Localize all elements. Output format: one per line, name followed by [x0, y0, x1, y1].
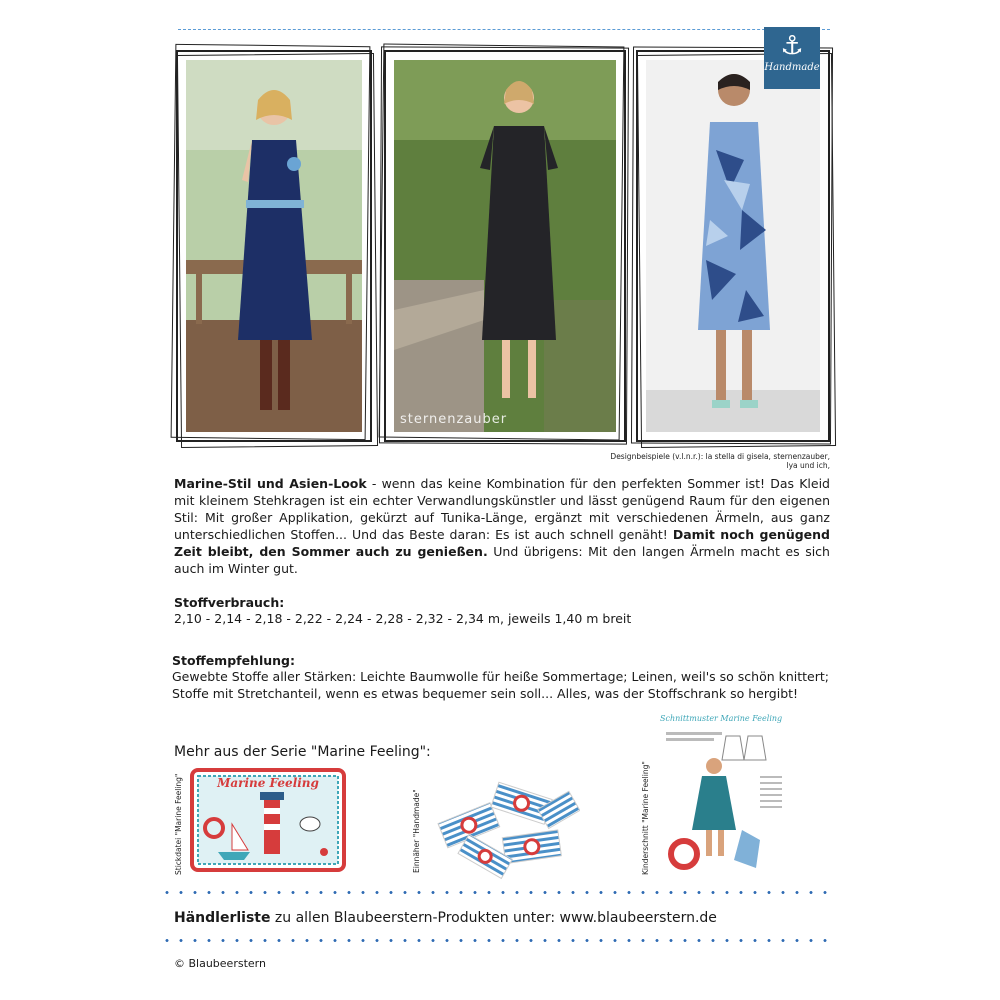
photo-camouflage-dress: [646, 60, 820, 432]
stoffverbrauch-title: Stoffverbrauch:: [174, 595, 285, 610]
serie-item-3-label: Kinderschnitt "Marine Feeling": [641, 761, 650, 875]
stoffempfehlung-text: Gewebte Stoffe aller Stärken: Leichte Baumwolle für heiße Sommertage; Leinen, weil's so schön knittert; Stoffe mit Stretchanteil, wenn es etwas bequemer sein soll... Alles, was der Stoffschrank so hergibt!: [172, 669, 829, 701]
haendler-text: zu allen Blaubeerstern-Produkten unter: www.blaubeerstern.de: [270, 910, 717, 926]
haendler-bold: Händlerliste: [174, 910, 271, 926]
photo-black-dress: [394, 60, 616, 432]
serie-item-2-label: Einnäher "Handmade": [412, 789, 421, 873]
stickdatei-image: [190, 768, 346, 872]
kinderschnitt-image: [656, 710, 788, 878]
stoffempfehlung-section: [172, 653, 830, 702]
photo-frame-1: [176, 50, 372, 442]
dotted-divider-top: [160, 891, 832, 894]
photo-watermark: sternenzauber: [400, 412, 508, 427]
photo-frame-2: [384, 50, 626, 442]
intro-paragraph: [174, 475, 830, 577]
handmade-badge: [764, 27, 820, 89]
serie-title: Mehr aus der Serie "Marine Feeling":: [174, 744, 431, 760]
badge-text: Handmade: [764, 62, 820, 73]
einnaeher-image: [430, 768, 580, 880]
photo-frame-3: [636, 50, 830, 442]
stoffverbrauch-section: [174, 595, 830, 627]
photo-navy-dress: [186, 60, 362, 432]
top-dashed-rule: [178, 29, 830, 30]
copyright: © Blaubeerstern: [174, 957, 266, 970]
intro-text-1: - wenn das keine Kombination für den perfekten Sommer ist! Das Kleid mit kleinem Stehkragen ist ein echter Verwandlungskünstler und lässt genügend Raum für den eigenen Stil: Mit großer Applikation, gekürzt auf Tunika-Länge, ergänzt mit verschiedenen Ärmeln, aus ganz unterschiedlichen Stoffen... Und das Beste daran: Es ist auch schnell genäht!: [174, 476, 830, 542]
dotted-divider-bottom: [160, 939, 832, 942]
serie-item-1-label: Stickdatei "Marine Feeling": [174, 773, 183, 875]
stoffverbrauch-text: 2,10 - 2,14 - 2,18 - 2,22 - 2,24 - 2,28 - 2,32 - 2,34 m, jeweils 1,40 m breit: [174, 611, 632, 626]
kinderschnitt-image-text: Schnittmuster Marine Feeling: [660, 714, 783, 723]
stickdatei-image-text: Marine Feeling: [217, 776, 319, 790]
intro-text-2: Und übrigens: Mit den langen Ärmeln macht es sich auch im Winter gut.: [174, 544, 830, 576]
intro-bold-2: Damit noch genügend Zeit bleibt, den Sommer auch zu genießen.: [174, 527, 831, 559]
intro-lead: Marine-Stil und Asien-Look: [174, 476, 367, 491]
haendler-line: [174, 910, 717, 926]
stoffempfehlung-title: Stoffempfehlung:: [172, 653, 295, 668]
anchor-icon: ⚓: [780, 31, 804, 61]
photo-caption: Designbeispiele (v.l.n.r.): la stella di gisela, sternenzauber, lya und ich,: [610, 452, 830, 470]
